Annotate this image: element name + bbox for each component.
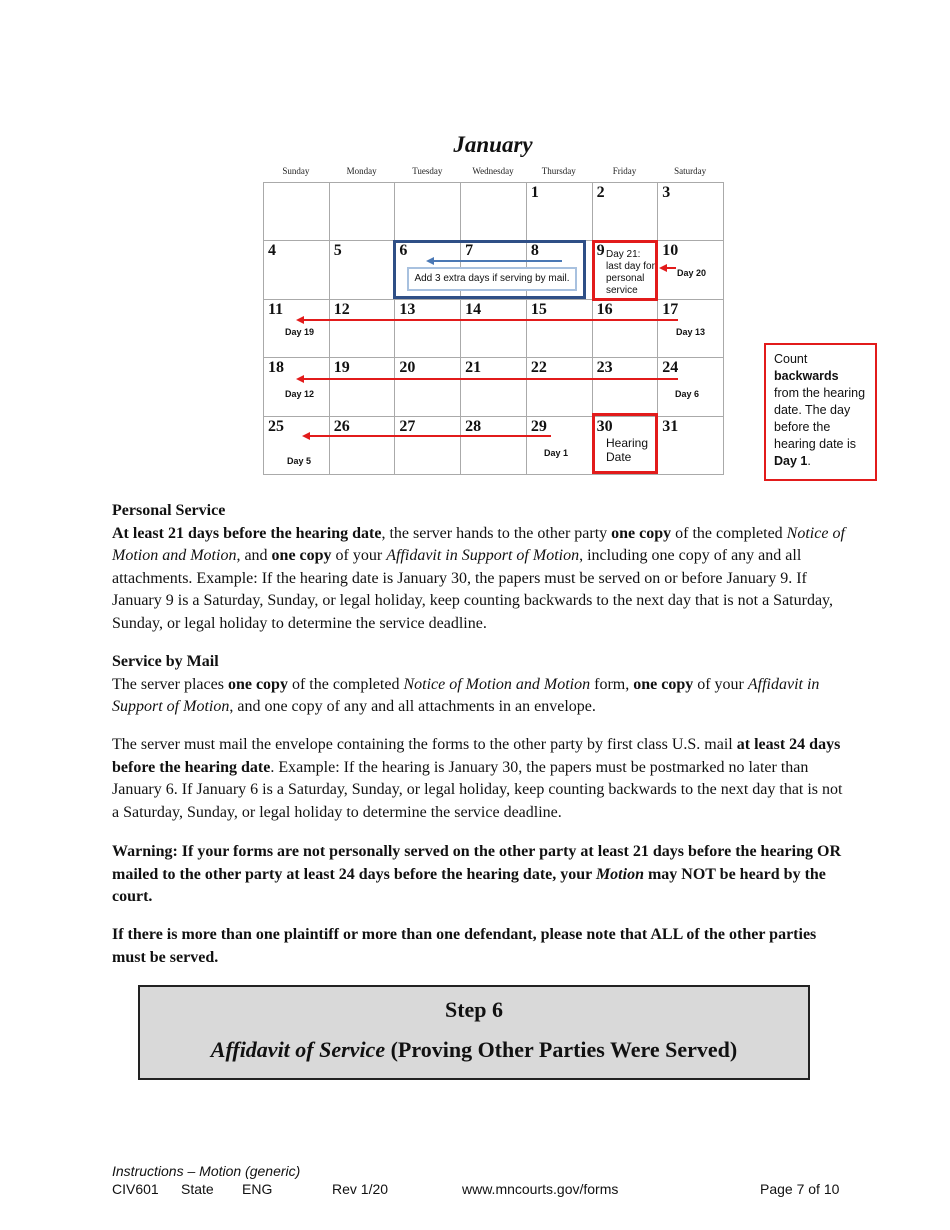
sm-t2: one copy bbox=[227, 675, 288, 693]
calendar-day-number: 29 bbox=[530, 417, 547, 435]
note-text-3: . bbox=[807, 454, 811, 468]
sm-t1: The server places bbox=[112, 675, 228, 693]
calendar-day-number: 14 bbox=[465, 300, 482, 318]
calendar-day-number: 8 bbox=[530, 242, 539, 260]
label-day5: Day 5 bbox=[287, 456, 312, 466]
calendar-day-number: 24 bbox=[662, 359, 679, 377]
ps-t4: of the completed bbox=[671, 524, 787, 542]
calendar-cell bbox=[330, 417, 396, 475]
calendar-cell bbox=[264, 417, 330, 475]
note-text-1: Count bbox=[774, 352, 808, 366]
personal-service-heading: Personal Service bbox=[112, 502, 226, 519]
sm-t9: , and one copy of any and all attachments in an envelope. bbox=[229, 698, 596, 716]
ps-t5: Notice of Motion and Motion bbox=[112, 524, 845, 565]
ps-t2: , the server hands to the other party bbox=[381, 524, 612, 542]
calendar-day-number: 22 bbox=[530, 359, 547, 377]
footer-form-id: CIV601 bbox=[112, 1181, 159, 1197]
step-title-italic: Affidavit of Service bbox=[210, 1037, 386, 1062]
day-name-monday: Monday bbox=[346, 166, 377, 176]
footer-revision: Rev 1/20 bbox=[332, 1181, 389, 1197]
calendar-day-number: 5 bbox=[333, 242, 342, 260]
day-name-friday: Friday bbox=[612, 166, 637, 176]
calendar-day-names bbox=[263, 166, 723, 178]
footer-state: State bbox=[181, 1181, 214, 1197]
label-day19: Day 19 bbox=[285, 327, 315, 337]
count-backwards-note bbox=[764, 343, 877, 481]
sm-t3: of the completed bbox=[287, 675, 404, 693]
calendar-cell bbox=[658, 183, 724, 241]
personal-service-body bbox=[112, 523, 847, 636]
step-title-rest: (Proving Other Parties Were Served) bbox=[385, 1037, 738, 1062]
calendar-day-number: 17 bbox=[662, 300, 679, 318]
calendar-day-number: 10 bbox=[662, 242, 679, 260]
calendar-day-number: 27 bbox=[399, 417, 416, 435]
hearing-date-note: Hearing Date bbox=[606, 436, 649, 464]
calendar-day-number: 1 bbox=[530, 184, 539, 201]
ps-t10: , including one copy of any and all attachments. Example: If the hearing date is January 30, the papers must be served on or before January 9. If January 9 is a Saturday, Sunday, or legal holiday, keep counting backwards to the next day that is not a Saturday, Sunday, or legal holiday to determine the service deadline. bbox=[112, 547, 833, 632]
note-text-bold-1: backwards bbox=[774, 369, 839, 383]
ps-t1: At least 21 days before the hearing date bbox=[112, 524, 382, 542]
footer-language: ENG bbox=[242, 1181, 273, 1197]
calendar-cell bbox=[264, 241, 330, 299]
calendar-cell bbox=[330, 183, 396, 241]
ps-t9: Affidavit in Support of Motion bbox=[386, 547, 580, 565]
calendar-cell bbox=[527, 417, 593, 475]
calendar-cell bbox=[527, 300, 593, 358]
calendar-day-number: 26 bbox=[333, 417, 350, 435]
calendar-cell bbox=[461, 417, 527, 475]
mail-extra-days-note: Add 3 extra days if serving by mail. bbox=[407, 267, 577, 291]
calendar-cell bbox=[658, 417, 724, 475]
calendar-title: January bbox=[453, 132, 533, 157]
service-by-mail-body-2 bbox=[112, 734, 847, 824]
calendar-cell bbox=[593, 300, 659, 358]
service-by-mail-section bbox=[112, 651, 847, 719]
sm-t7: of your bbox=[693, 675, 748, 693]
calendar-cell bbox=[461, 183, 527, 241]
note-text-bold-2: Day 1 bbox=[774, 454, 808, 468]
step-6-box bbox=[138, 985, 810, 1080]
service-by-mail-heading: Service by Mail bbox=[112, 653, 219, 670]
calendar-day-number: 13 bbox=[399, 300, 416, 318]
warning-paragraph bbox=[112, 841, 847, 909]
calendar-cell bbox=[461, 358, 527, 416]
warning-b: Motion bbox=[595, 865, 644, 883]
ps-t7: one copy bbox=[271, 547, 332, 565]
sm-p2b: at least 24 days before the hearing date bbox=[112, 736, 841, 776]
calendar-day-number: 25 bbox=[268, 417, 284, 435]
calendar-cell bbox=[395, 300, 461, 358]
ps-t6: , and bbox=[236, 547, 272, 565]
sm-t6: one copy bbox=[633, 675, 694, 693]
service-by-mail-body-1 bbox=[112, 674, 847, 719]
label-day13: Day 13 bbox=[676, 327, 706, 337]
calendar-day-number: 30 bbox=[596, 417, 613, 435]
multi-party-text: If there is more than one plaintiff or more than one defendant, please note that ALL of the other parties must be served. bbox=[112, 926, 817, 966]
sm-p2c: . Example: If the hearing is January 30, the papers must be postmarked no later than January 6. If January 6 is a Saturday, Sunday, or legal holiday, keep counting backwards to the next day that is not a Saturday, Sunday, or legal holiday to determine the service deadline. bbox=[112, 758, 843, 821]
note-text-2: from the hearing date. The day before the hearing date is bbox=[774, 386, 866, 451]
day-name-wednesday: Wednesday bbox=[472, 166, 514, 176]
calendar-day-number: 2 bbox=[596, 184, 605, 201]
calendar-day-number: 21 bbox=[465, 359, 482, 377]
calendar-day-number: 4 bbox=[268, 242, 276, 260]
calendar-day-number: 28 bbox=[465, 417, 482, 435]
sm-t8: Affidavit in Support of Motion bbox=[112, 675, 820, 716]
calendar-cell bbox=[395, 417, 461, 475]
calendar-day-number: 11 bbox=[268, 300, 284, 318]
day-name-saturday: Saturday bbox=[674, 166, 707, 176]
footer-page-number: Page 7 of 10 bbox=[760, 1181, 840, 1197]
calendar-cell bbox=[330, 241, 396, 299]
calendar-cell bbox=[395, 358, 461, 416]
label-day6: Day 6 bbox=[675, 389, 700, 399]
calendar-cell bbox=[527, 358, 593, 416]
calendar-cell bbox=[461, 300, 527, 358]
day-name-sunday: Sunday bbox=[282, 166, 310, 176]
calendar-day-number: 23 bbox=[596, 359, 613, 377]
calendar-day-number: 9 bbox=[596, 242, 605, 260]
footer-url[interactable]: www.mncourts.gov/forms bbox=[462, 1181, 619, 1197]
ps-t3: one copy bbox=[611, 524, 672, 542]
ps-t8: of your bbox=[331, 547, 387, 565]
sm-t5: form, bbox=[590, 675, 634, 693]
label-day1: Day 1 bbox=[544, 448, 569, 458]
calendar-cell bbox=[330, 300, 396, 358]
calendar-day-number: 31 bbox=[662, 417, 679, 435]
calendar-cell bbox=[264, 358, 330, 416]
calendar-day-number: 12 bbox=[333, 300, 350, 318]
sm-p2a: The server must mail the envelope containing the forms to the other party by first class U.S. mail bbox=[112, 736, 737, 753]
day21-note: Day 21: last day for personal service bbox=[606, 249, 655, 296]
calendar-day-number: 20 bbox=[399, 359, 416, 377]
calendar-day-number: 16 bbox=[596, 300, 613, 318]
warning-c: may NOT be heard by the court. bbox=[112, 865, 826, 906]
label-day20: Day 20 bbox=[677, 268, 707, 278]
calendar-day-number: 3 bbox=[662, 184, 671, 201]
day-name-tuesday: Tuesday bbox=[412, 166, 443, 176]
calendar-cell bbox=[658, 358, 724, 416]
day-name-thursday: Thursday bbox=[541, 166, 576, 176]
personal-service-section bbox=[112, 500, 847, 636]
sm-t4: Notice of Motion and Motion bbox=[403, 675, 591, 693]
calendar-day-number: 15 bbox=[530, 300, 547, 318]
calendar-cell bbox=[264, 183, 330, 241]
label-day12: Day 12 bbox=[285, 389, 315, 399]
step-number: Step 6 bbox=[444, 997, 504, 1022]
step-title bbox=[140, 1037, 808, 1063]
warning-a: Warning: If your forms are not personally served on the other party at least 21 days before the hearing OR mailed to the other party at least 24 days before the hearing date, your bbox=[112, 843, 841, 883]
footer-doc-title: Instructions – Motion (generic) bbox=[112, 1163, 301, 1179]
multi-party-paragraph bbox=[112, 924, 847, 969]
calendar-cell bbox=[527, 183, 593, 241]
calendar-cell bbox=[330, 358, 396, 416]
calendar-cell bbox=[593, 358, 659, 416]
calendar-day-number: 19 bbox=[333, 359, 350, 377]
calendar-day-number: 6 bbox=[399, 242, 408, 260]
calendar-day-number: 18 bbox=[268, 359, 284, 377]
calendar-cell bbox=[593, 183, 659, 241]
calendar-cell bbox=[395, 183, 461, 241]
calendar-day-number: 7 bbox=[465, 242, 474, 260]
